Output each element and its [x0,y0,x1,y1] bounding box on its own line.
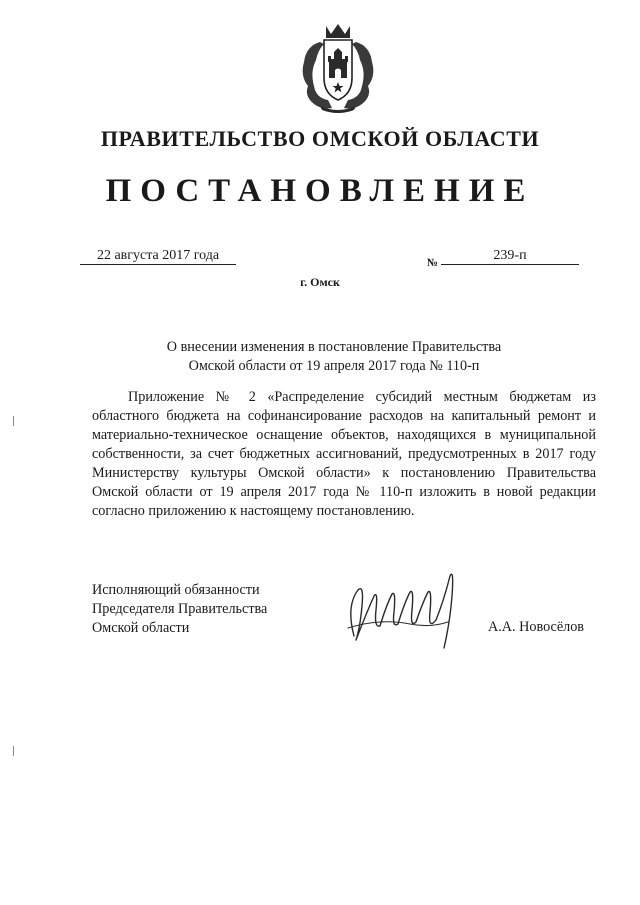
subject-line: О внесении изменения в постановление Правительства [166,339,502,355]
position-line: Председателя Правительства [92,601,268,617]
document-subject [80,338,588,376]
body-paragraph: Приложение № 2 «Распределение субсидий местным бюджетам из областного бюджета на софинансирование расходов на капитальный ремонт и материально-техническое оснащение объектов, находящихся в муниципальной собственности, за счет бюджетных ассигнований, предусмотренных в 2017 году Министерству культуры Омской области» к постановлению Правительства Омской области от 19 апреля 2017 года № 110-п изложить в новой редакции согласно приложению к настоящему постановлению. [92,389,596,519]
signatory-position [92,581,267,638]
handwritten-signature [340,566,470,652]
document-city: г. Омск [300,275,340,289]
scan-mark [13,746,14,756]
organization-title: ПРАВИТЕЛЬСТВО ОМСКОЙ ОБЛАСТИ [100,126,540,151]
position-line: Омской области [92,620,190,636]
scan-mark [13,416,14,426]
signatory-name: А.А. Новосёлов [488,619,584,635]
position-line: Исполняющий обязанности [92,582,260,598]
subject-line: Омской области от 19 апреля 2017 года № 110-п [188,358,480,374]
document-number: 239-п [441,248,579,265]
number-label: № [427,257,439,269]
omsk-coat-of-arms-icon [298,22,378,114]
document-type-title: ПОСТАНОВЛЕНИЕ [105,173,535,209]
document-date: 22 августа 2017 года [80,248,236,265]
